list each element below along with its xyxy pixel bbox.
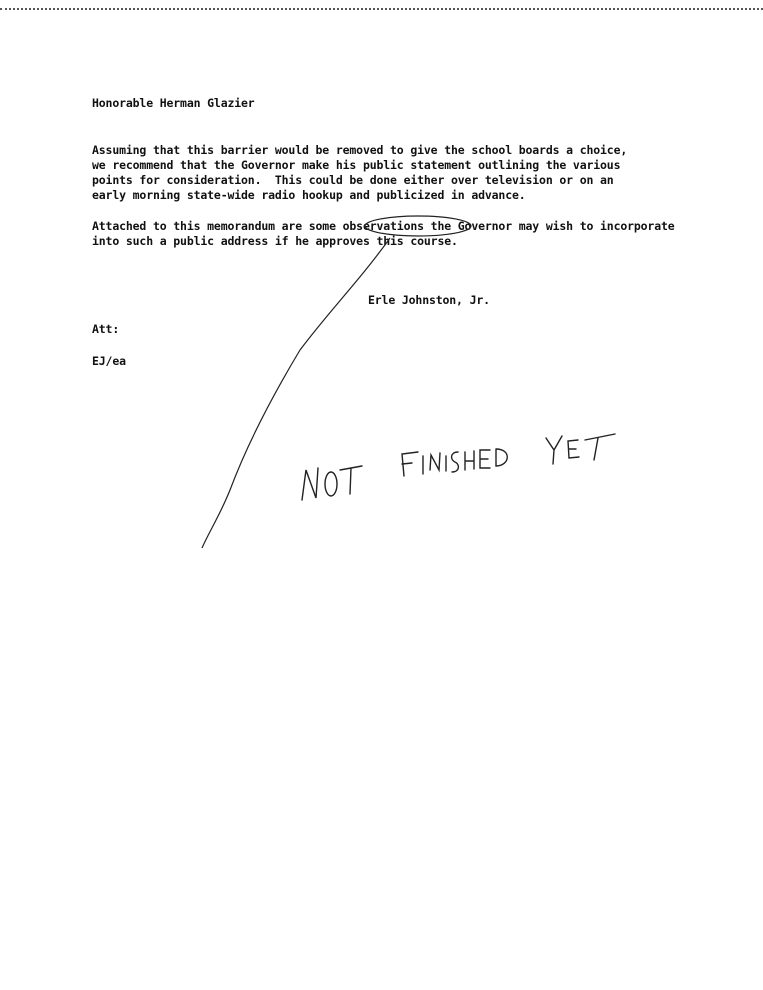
paragraph1-line-2: we recommend that the Governor make his public statement outlining the various bbox=[92, 158, 621, 172]
page-top-edge bbox=[0, 0, 763, 10]
paragraph2-line-1: Attached to this memorandum are some observations the Governor may wish to incorporate bbox=[92, 219, 675, 233]
paragraph2-line-2: into such a public address if he approves this course. bbox=[92, 234, 458, 248]
initials: EJ/ea bbox=[92, 354, 126, 368]
paragraph1-line-3: points for consideration. This could be done either over television or on an bbox=[92, 173, 614, 187]
signature: Erle Johnston, Jr. bbox=[368, 293, 490, 307]
paragraph1-line-1: Assuming that this barrier would be removed to give the school boards a choice, bbox=[92, 143, 628, 157]
not-finished-yet-handwriting bbox=[302, 434, 615, 500]
addressee: Honorable Herman Glazier bbox=[92, 96, 255, 110]
pen-arrow-line bbox=[202, 238, 390, 548]
paragraph1-line-4: early morning state-wide radio hookup and publicized in advance. bbox=[92, 188, 526, 202]
attachment-label: Att: bbox=[92, 322, 120, 336]
